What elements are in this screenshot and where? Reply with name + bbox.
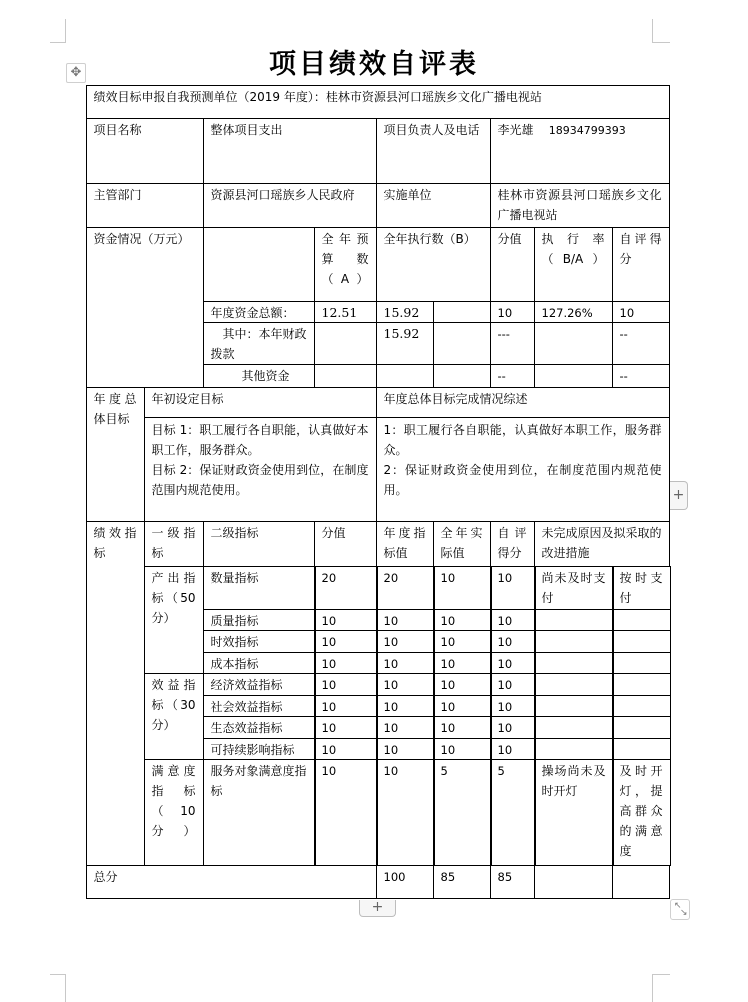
indicator-self: 10 <box>490 566 536 610</box>
funds-rate: 127.26% <box>534 301 613 323</box>
leader-label: 项目负责人及电话 <box>376 118 491 184</box>
funds-self: -- <box>612 322 670 365</box>
indicator-group: 满意度指标（10分） <box>144 759 204 866</box>
indicator-actual: 10 <box>433 566 492 610</box>
indicator-measure: 按时支付 <box>612 566 671 610</box>
indicator-reason: 操场尚未及时开灯 <box>534 759 614 866</box>
indicator-level2: 时效指标 <box>203 630 316 653</box>
indicator-reason <box>534 716 614 739</box>
indicator-target: 10 <box>376 652 435 674</box>
indicator-reason <box>534 673 614 696</box>
total-actual: 85 <box>433 865 491 899</box>
indicator-measure: 及时开灯，提高群众的满意度 <box>612 759 671 866</box>
col-score-header: 分值 <box>490 227 535 302</box>
indicator-score: 10 <box>314 630 378 653</box>
goals-label: 年度总体目标 <box>86 387 145 522</box>
level1-header: 一级指标 <box>144 521 204 567</box>
reason-header: 未完成原因及拟采取的改进措施 <box>534 521 670 567</box>
indicator-target: 10 <box>376 630 435 653</box>
funds-score: -- <box>490 364 535 388</box>
leader-cell <box>490 118 670 184</box>
indicator-score: 10 <box>314 759 378 866</box>
indicator-level2: 成本指标 <box>203 652 316 674</box>
funds-self: -- <box>612 364 670 388</box>
col-exec-header: 全年执行数（B） <box>376 227 491 302</box>
indicator-level2: 服务对象满意度指标 <box>203 759 316 866</box>
summary-2: 2：保证财政资金使用到位，在制度范围内规范使用。 <box>383 462 662 497</box>
indicator-target: 10 <box>376 695 435 717</box>
indicator-self: 10 <box>490 738 536 760</box>
funds-exec <box>376 364 434 388</box>
indicator-self: 5 <box>490 759 536 866</box>
funds-label: 资金情况（万元） <box>86 227 204 388</box>
add-row-button[interactable]: + <box>359 900 396 917</box>
indicator-self: 10 <box>490 716 536 739</box>
indicator-target: 10 <box>376 716 435 739</box>
funds-blank <box>433 301 491 323</box>
indicator-self: 10 <box>490 673 536 696</box>
col-rate-header: 执行率（B/A） <box>534 227 613 302</box>
funds-exec: 15.92 <box>376 301 434 323</box>
indicator-actual: 10 <box>433 630 492 653</box>
indicator-self: 10 <box>490 695 536 717</box>
indicator-measure <box>612 630 671 653</box>
table-resize-handle-icon[interactable]: ↖ ↘ <box>670 899 690 920</box>
add-column-button[interactable]: + <box>670 481 688 510</box>
goals-summary-header: 年度总体目标完成情况综述 <box>376 387 670 418</box>
indicator-measure <box>612 609 671 631</box>
indicator-target: 10 <box>376 609 435 631</box>
actual-header: 全年实际值 <box>433 521 491 567</box>
document-title: 项目绩效自评表 <box>269 49 479 80</box>
indicator-score: 10 <box>314 738 378 760</box>
indicator-score: 10 <box>314 695 378 717</box>
leader-phone: 18934799393 <box>548 123 626 137</box>
indicator-actual: 10 <box>433 609 492 631</box>
goals-set-header: 年初设定目标 <box>144 387 377 418</box>
indicator-measure <box>612 716 671 739</box>
indicator-reason <box>534 609 614 631</box>
indicator-self: 10 <box>490 652 536 674</box>
indicator-reason <box>534 738 614 760</box>
page-corner-mark <box>652 19 670 43</box>
summary-1: 1：职工履行各自职能，认真做好本职工作，服务群众。 <box>383 422 662 457</box>
indicator-target: 10 <box>376 738 435 760</box>
level2-header: 二级指标 <box>203 521 315 567</box>
impl-value: 桂林市资源县河口瑶族乡文化广播电视站 <box>490 183 670 228</box>
indicator-score: 10 <box>314 609 378 631</box>
self-header: 自评得分 <box>490 521 535 567</box>
indicator-actual: 10 <box>433 738 492 760</box>
indicator-score: 20 <box>314 566 378 610</box>
total-blank <box>612 865 670 899</box>
indicator-target: 10 <box>376 759 435 866</box>
goals-set-text <box>144 417 377 522</box>
indicator-level2: 生态效益指标 <box>203 716 316 739</box>
funds-exec: 15.92 <box>376 322 434 365</box>
indicator-actual: 10 <box>433 695 492 717</box>
indicator-score: 10 <box>314 673 378 696</box>
indicator-score: 10 <box>314 716 378 739</box>
funds-blank <box>433 322 491 365</box>
funds-budget <box>314 322 377 365</box>
dept-label: 主管部门 <box>86 183 204 228</box>
indicator-measure <box>612 652 671 674</box>
funds-score: --- <box>490 322 535 365</box>
goal-2: 目标 2：保证财政资金使用到位，在制度范围内规范使用。 <box>151 462 369 497</box>
table-move-handle-icon[interactable]: ✥ <box>66 63 86 83</box>
indicator-self: 10 <box>490 630 536 653</box>
funds-self: 10 <box>612 301 670 323</box>
target-header: 年度指标值 <box>376 521 434 567</box>
funds-rate <box>534 364 613 388</box>
indicator-measure <box>612 695 671 717</box>
indicator-actual: 10 <box>433 673 492 696</box>
indicator-level2: 经济效益指标 <box>203 673 316 696</box>
indicator-score: 10 <box>314 652 378 674</box>
indicator-level2: 社会效益指标 <box>203 695 316 717</box>
dept-value: 资源县河口瑶族乡人民政府 <box>203 183 377 228</box>
leader-name: 李光雄 <box>497 122 534 137</box>
goal-1: 目标 1：职工履行各自职能，认真做好本职工作，服务群众。 <box>151 422 369 457</box>
indicator-reason <box>534 695 614 717</box>
page-corner-mark <box>50 974 66 1002</box>
indicator-level2: 数量指标 <box>203 566 316 610</box>
page-corner-mark <box>652 974 670 1002</box>
score-header: 分值 <box>314 521 377 567</box>
funds-budget <box>314 364 377 388</box>
funds-budget: 12.51 <box>314 301 377 323</box>
indicator-group: 产出指标（50分） <box>144 566 204 674</box>
indicator-self: 10 <box>490 609 536 631</box>
indicator-actual: 5 <box>433 759 492 866</box>
indicator-reason <box>534 630 614 653</box>
indicator-measure <box>612 673 671 696</box>
indicator-measure <box>612 738 671 760</box>
funds-blank-header <box>203 227 315 302</box>
col-budget-header: 全年预算数（A） <box>314 227 377 302</box>
funds-row-label: 年度资金总额： <box>203 301 315 323</box>
indicator-target: 20 <box>376 566 435 610</box>
indicator-group: 效益指标（30分） <box>144 673 204 760</box>
project-name-value: 整体项目支出 <box>203 118 377 184</box>
indicator-actual: 10 <box>433 716 492 739</box>
project-name-label: 项目名称 <box>86 118 204 184</box>
funds-rate <box>534 322 613 365</box>
total-label: 总分 <box>86 865 377 899</box>
indicator-target: 10 <box>376 673 435 696</box>
funds-row-label: 其中：本年财政拨款 <box>203 322 315 365</box>
indicator-level2: 质量指标 <box>203 609 316 631</box>
col-self-header: 自评得分 <box>612 227 670 302</box>
funds-row-label: 其他资金 <box>203 364 315 388</box>
impl-label: 实施单位 <box>376 183 491 228</box>
header-cell: 绩效目标申报自我预测单位（2019 年度）：桂林市资源县河口瑶族乡文化广播电视站 <box>86 85 670 119</box>
total-blank <box>534 865 613 899</box>
indicator-actual: 10 <box>433 652 492 674</box>
page-corner-mark <box>50 19 66 43</box>
goals-summary-text <box>376 417 670 522</box>
indicator-level2: 可持续影响指标 <box>203 738 316 760</box>
funds-score: 10 <box>490 301 535 323</box>
funds-blank <box>433 364 491 388</box>
indicator-reason: 尚未及时支付 <box>534 566 614 610</box>
indicator-reason <box>534 652 614 674</box>
total-self: 85 <box>490 865 535 899</box>
total-target: 100 <box>376 865 434 899</box>
indicators-label: 绩效指标 <box>86 521 145 866</box>
